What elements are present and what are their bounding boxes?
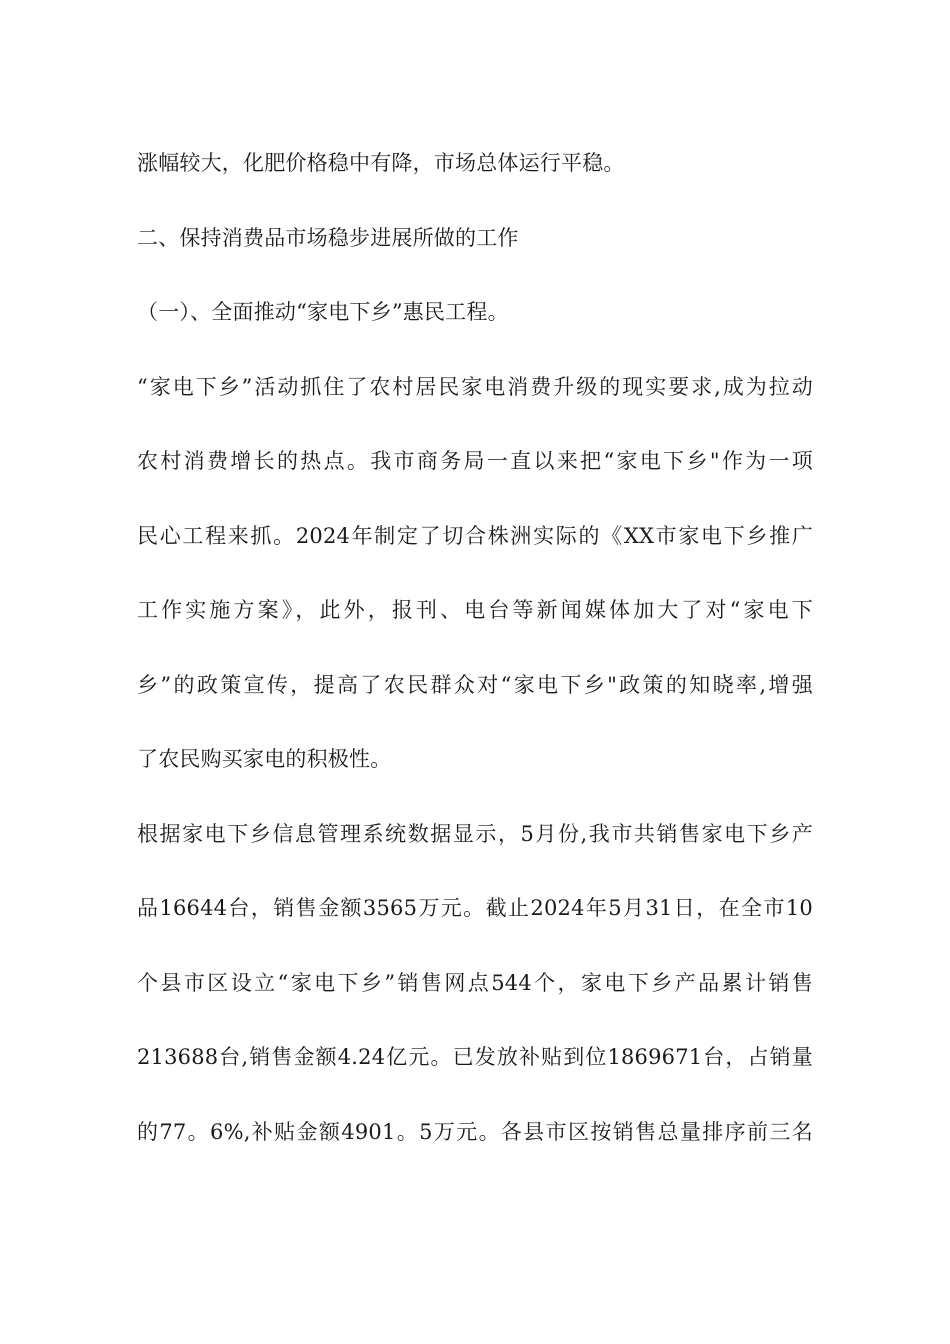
text-line-14: 的77。6%,补贴金额4901。5万元。各县市区按销售总量排序前三名: [137, 1120, 813, 1144]
text-line-1: 涨幅较大，化肥价格稳中有降，市场总体运行平稳。: [137, 151, 625, 175]
text-line-8: 乡”的政策宣传，提高了农民群众对“家电下乡"政策的知晓率,增强: [137, 673, 813, 697]
text-line-4: “家电下乡”活动抓住了农村居民家电消费升级的现实要求,成为拉动: [137, 375, 813, 399]
section-heading: 二、保持消费品市场稳步进展所做的工作: [137, 226, 519, 250]
text-line-9: 了农民购买家电的积极性。: [137, 747, 392, 771]
text-line-5: 农村消费增长的热点。我市商务局一直以来把“家电下乡"作为一项: [137, 449, 813, 473]
subsection-heading: （一）、全面推动“家电下乡”惠民工程。: [137, 300, 509, 324]
text-line-10: 根据家电下乡信息管理系统数据显示，5月份,我市共销售家电下乡产: [137, 822, 813, 846]
text-line-12: 个县市区设立“家电下乡”销售网点544个，家电下乡产品累计销售: [137, 971, 813, 995]
text-line-11: 品16644台，销售金额3565万元。截止2024年5月31日，在全市10: [137, 896, 813, 920]
text-line-6: 民心工程来抓。2024年制定了切合株洲实际的《XX市家电下乡推广: [137, 524, 813, 548]
text-line-7: 工作实施方案》，此外，报刊、电台等新闻媒体加大了对“家电下: [137, 598, 813, 622]
text-line-13: 213688台,销售金额4.24亿元。已发放补贴到位1869671台，占销量: [137, 1045, 813, 1069]
